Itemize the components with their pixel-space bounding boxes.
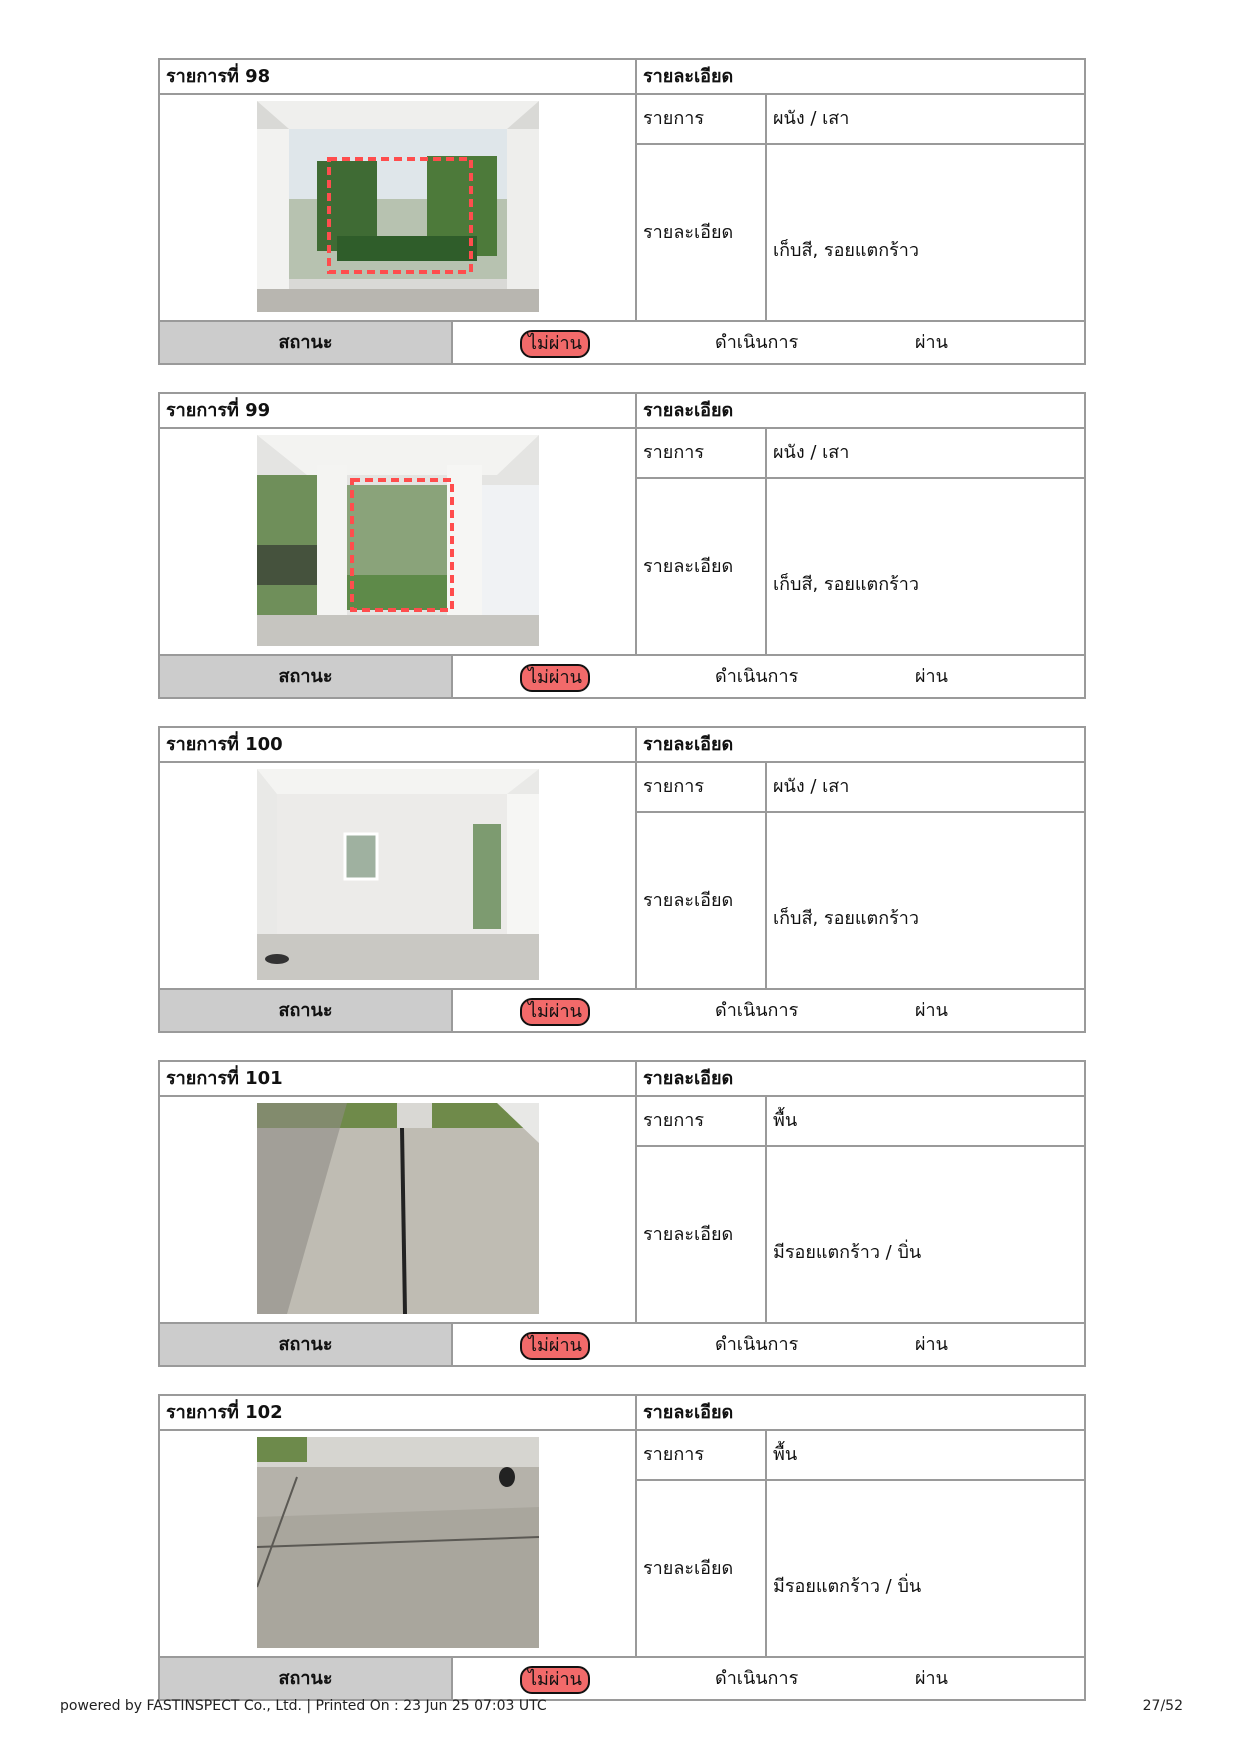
item-label: รายการ — [637, 1431, 767, 1481]
detail-value: เก็บสี, รอยแตกร้าว — [773, 240, 920, 261]
detail-header: รายละเอียด — [637, 728, 1084, 763]
status-fail-option[interactable]: ไม่ผ่าน — [520, 1332, 590, 1360]
status-in-progress-option[interactable]: ดำเนินการ — [715, 1668, 799, 1689]
status-label: สถานะ — [160, 322, 453, 363]
item-value: ผนัง / เสา — [767, 763, 1084, 813]
status-fail-option[interactable]: ไม่ผ่าน — [520, 664, 590, 692]
inspection-card-98 — [158, 58, 1086, 365]
status-in-progress-option[interactable]: ดำเนินการ — [715, 1000, 799, 1021]
detail-value: มีรอยแตกร้าว / บิ่น — [773, 1242, 922, 1263]
detail-label: รายละเอียด — [637, 479, 767, 654]
status-row — [160, 654, 1084, 697]
status-row — [160, 1322, 1084, 1365]
detail-header: รายละเอียด — [637, 60, 1084, 95]
status-label: สถานะ — [160, 656, 453, 697]
status-fail-option[interactable]: ไม่ผ่าน — [520, 1666, 590, 1694]
status-pass-option[interactable]: ผ่าน — [915, 1000, 948, 1021]
item-value: ผนัง / เสา — [767, 95, 1084, 145]
photo-cell — [160, 429, 637, 654]
status-row — [160, 1656, 1084, 1699]
inspection-card-102 — [158, 1394, 1086, 1701]
status-pass-option[interactable]: ผ่าน — [915, 666, 948, 687]
status-row — [160, 988, 1084, 1031]
inspection-photo[interactable] — [257, 1437, 539, 1648]
detail-value: มีรอยแตกร้าว / บิ่น — [773, 1576, 922, 1597]
item-value: ผนัง / เสา — [767, 429, 1084, 479]
photo-cell — [160, 1097, 637, 1322]
detail-value: เก็บสี, รอยแตกร้าว — [773, 574, 920, 595]
inspection-photo[interactable] — [257, 1103, 539, 1314]
detail-label: รายละเอียด — [637, 145, 767, 320]
detail-header: รายละเอียด — [637, 394, 1084, 429]
inspection-card-101 — [158, 1060, 1086, 1367]
photo-cell — [160, 95, 637, 320]
status-row — [160, 320, 1084, 363]
status-fail-option[interactable]: ไม่ผ่าน — [520, 330, 590, 358]
detail-label: รายละเอียด — [637, 1147, 767, 1322]
status-fail-option[interactable]: ไม่ผ่าน — [520, 998, 590, 1026]
card-title: รายการที่ 99 — [160, 394, 637, 429]
inspection-photo[interactable] — [257, 769, 539, 980]
detail-value-cell — [767, 1481, 1084, 1656]
photo-cell — [160, 763, 637, 988]
footer-credit: powered by FASTINSPECT Co., Ltd. | Printed On : 23 Jun 25 07:03 UTC — [60, 1698, 547, 1714]
status-label: สถานะ — [160, 1324, 453, 1365]
item-label: รายการ — [637, 429, 767, 479]
detail-label: รายละเอียด — [637, 813, 767, 988]
card-title: รายการที่ 102 — [160, 1396, 637, 1431]
status-label: สถานะ — [160, 990, 453, 1031]
status-pass-option[interactable]: ผ่าน — [915, 332, 948, 353]
inspection-card-100 — [158, 726, 1086, 1033]
detail-header: รายละเอียด — [637, 1396, 1084, 1431]
card-title: รายการที่ 98 — [160, 60, 637, 95]
detail-header: รายละเอียด — [637, 1062, 1084, 1097]
card-title: รายการที่ 101 — [160, 1062, 637, 1097]
status-pass-option[interactable]: ผ่าน — [915, 1668, 948, 1689]
inspection-photo[interactable] — [257, 101, 539, 312]
item-value: พื้น — [767, 1431, 1084, 1481]
detail-value-cell — [767, 145, 1084, 320]
detail-value: เก็บสี, รอยแตกร้าว — [773, 908, 920, 929]
status-in-progress-option[interactable]: ดำเนินการ — [715, 666, 799, 687]
item-label: รายการ — [637, 95, 767, 145]
detail-value-cell — [767, 479, 1084, 654]
page-number: 27/52 — [1142, 1698, 1183, 1714]
status-pass-option[interactable]: ผ่าน — [915, 1334, 948, 1355]
item-label: รายการ — [637, 763, 767, 813]
status-in-progress-option[interactable]: ดำเนินการ — [715, 1334, 799, 1355]
card-title: รายการที่ 100 — [160, 728, 637, 763]
inspection-card-99 — [158, 392, 1086, 699]
status-in-progress-option[interactable]: ดำเนินการ — [715, 332, 799, 353]
detail-value-cell — [767, 1147, 1084, 1322]
photo-cell — [160, 1431, 637, 1656]
item-value: พื้น — [767, 1097, 1084, 1147]
detail-label: รายละเอียด — [637, 1481, 767, 1656]
item-label: รายการ — [637, 1097, 767, 1147]
inspection-photo[interactable] — [257, 435, 539, 646]
detail-value-cell — [767, 813, 1084, 988]
status-label: สถานะ — [160, 1658, 453, 1699]
